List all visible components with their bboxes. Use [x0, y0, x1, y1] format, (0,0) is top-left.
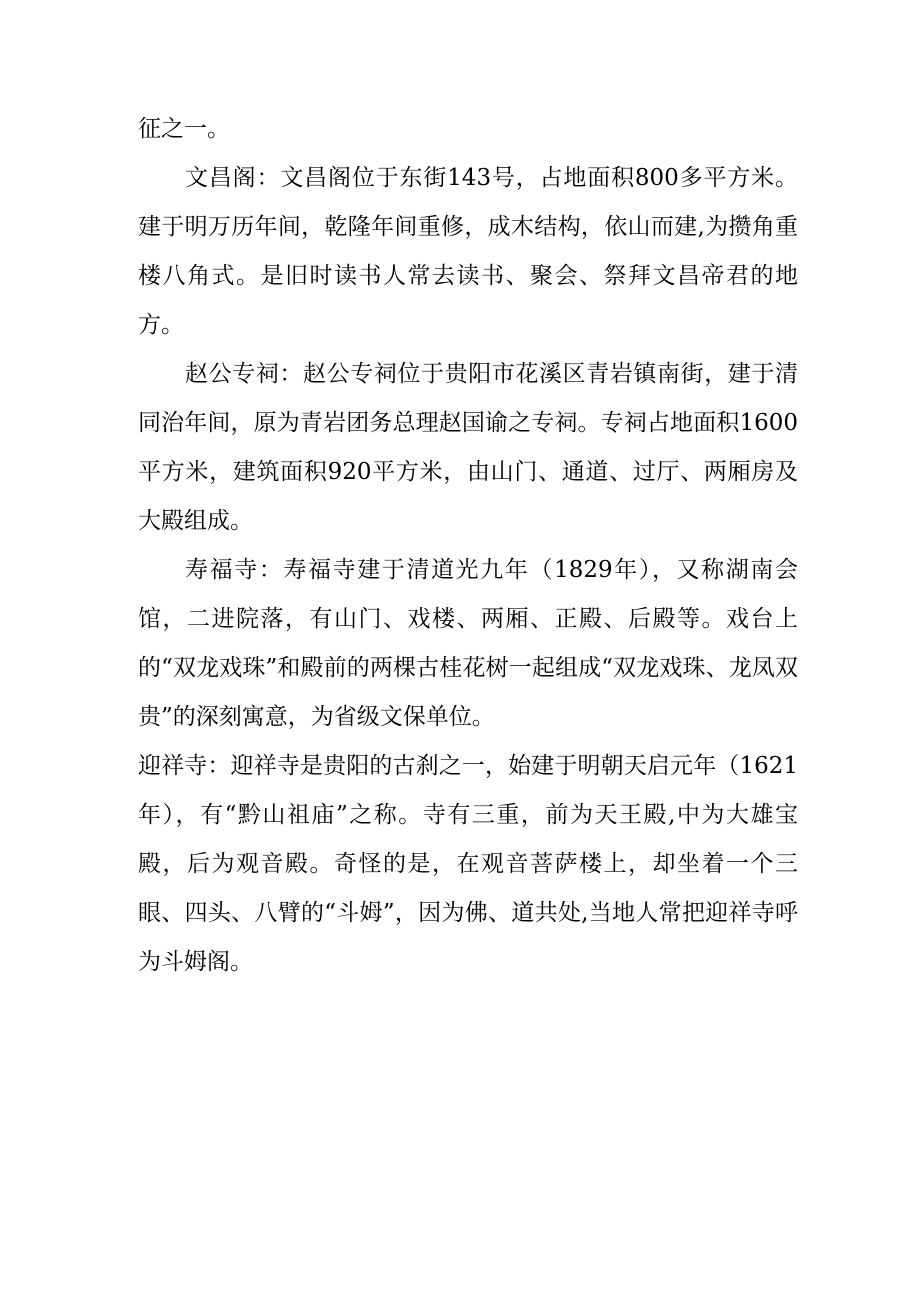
- paragraph-wenchang-pavilion: 文昌阁：文昌阁位于东街143号，占地面积800多平方米。建于明万历年间，乾隆年间重修，成木结构，依山而建,为攒角重楼八角式。是旧时读书人常去读书、聚会、祭拜文昌帝君的地方。: [138, 165, 798, 338]
- paragraph-zhao-shrine: 赵公专祠：赵公专祠位于贵阳市花溪区青岩镇南街，建于清同治年间，原为青岩团务总理赵国谕之专祠。专祠占地面积1600平方米，建筑面积920平方米，由山门、通道、过厅、两厢房及大殿组成。: [138, 361, 798, 534]
- paragraph-shoufu-temple: 寿福寺：寿福寺建于清道光九年（1829年），又称湖南会馆，二进院落，有山门、戏楼、两厢、正殿、后殿等。戏台上的“双龙戏珠”和殿前的两棵古桂花树一起组成“双龙戏珠、龙凤双贵”的深刻寓意，为省级文保单位。: [138, 557, 798, 730]
- paragraph-continuation: 征之一。: [138, 116, 230, 142]
- paragraph-yingxiang-temple: 迎祥寺：迎祥寺是贵阳的古刹之一，始建于明朝天启元年（1621年），有“黔山祖庙”之称。寺有三重，前为天王殿,中为大雄宝殿，后为观音殿。奇怪的是，在观音菩萨楼上，却坐着一个三眼、四头、八臂的“斗姆”，因为佛、道共处,当地人常把迎祥寺呼为斗姆阁。: [138, 753, 798, 975]
- document-body: [138, 105, 798, 987]
